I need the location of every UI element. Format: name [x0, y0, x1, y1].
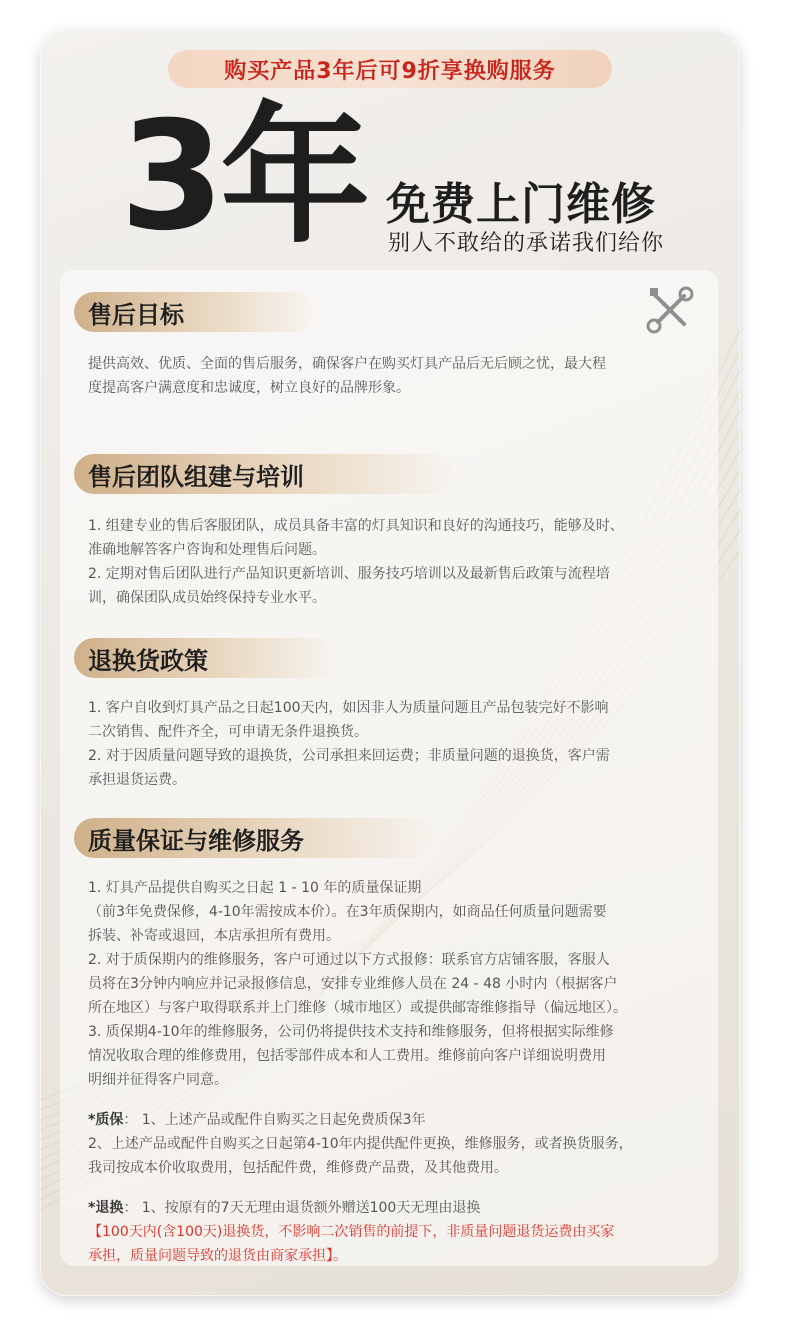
warranty-note: *质保： 1、上述产品或配件自购买之日起免费质保3年 2、上述产品或配件自购买之日起第4-10年内提供配件更换，维修服务，或者换货服务， 我司按成本价收取费用，包括配件费，维修费产品费，及其他费用。	[88, 1112, 633, 1176]
section-title-team: 售后团队组建与培训	[74, 454, 454, 494]
section-title-returns: 退换货政策	[74, 638, 334, 678]
section-body-team: 1. 组建专业的售后客服团队，成员具备丰富的灯具知识和良好的沟通技巧，能够及时、 准确地解答客户咨询和处理售后问题。 2. 定期对售后团队进行产品知识更新培训、服务技巧培训以及最新售后政策与流程培 训，确保团队成员始终保持专业水平。	[88, 518, 624, 606]
wrench-screwdriver-icon	[644, 284, 696, 336]
discount-banner: 购买产品3年后可9折享换购服务	[168, 50, 612, 88]
warranty-note-label: *质保	[88, 1112, 124, 1128]
section-title-goal: 售后目标	[74, 292, 314, 332]
return-note: *退换： 1、按原有的7天无理由退货额外赠送100天无理由退换 【100天内(含100天)退换货，不影响二次销售的前提下，非质量问题退货运费由买家 承担，质量问题导致的退货由商家承担】。	[88, 1200, 615, 1264]
section-body-warranty: 1. 灯具产品提供自购买之日起 1 - 10 年的质量保证期 （前3年免费保修，4-10年需按成本价）。在3年质保期内，如商品任何质量问题需要 拆装、补寄或退回，本店承担所有费用。 2. 对于质保期内的维修服务，客户可通过以下方式报修：联系官方店铺客服，客服人 员将在3分钟内响应并记录报修信息，安排专业维修人员在 24 - 48 小时内（根据客户 所在地区）与客户取得联系并上门维修（城市地区）或提供邮寄维修指导（偏远地区）。 3. 质保期4-10年的维修服务，公司仍将提供技术支持和维修服务，但将根据实际维修 情况收取合理的维修费用，包括零部件成本和人工费用。维修前向客户详细说明费用 明细并征得客户同意。	[88, 880, 627, 1088]
hero-subline: 别人不敢给的承诺我们给你	[388, 231, 665, 256]
return-note-label: *退换	[88, 1200, 124, 1216]
content-panel	[60, 270, 718, 1266]
section-body-goal: 提供高效、优质、全面的售后服务，确保客户在购买灯具产品后无后顾之忧，最大程 度提高客户满意度和忠诚度，树立良好的品牌形象。	[88, 356, 606, 396]
warranty-note-first: ： 1、上述产品或配件自购买之日起免费质保3年	[123, 1112, 426, 1128]
hero-years: 3年	[120, 90, 367, 264]
return-note-first: ： 1、按原有的7天无理由退货额外赠送100天无理由退换	[123, 1200, 481, 1216]
section-title-warranty: 质量保证与维修服务	[74, 818, 434, 858]
section-body-returns: 1. 客户自收到灯具产品之日起100天内，如因非人为质量问题且产品包装完好不影响 二次销售、配件齐全，可申请无条件退换货。 2. 对于因质量问题导致的退换货，公司承担来回运费；非质量问题的退换货，客户需 承担退货运费。	[88, 700, 610, 788]
service-card	[40, 30, 740, 1296]
hero-headline: 免费上门维修	[386, 179, 656, 230]
